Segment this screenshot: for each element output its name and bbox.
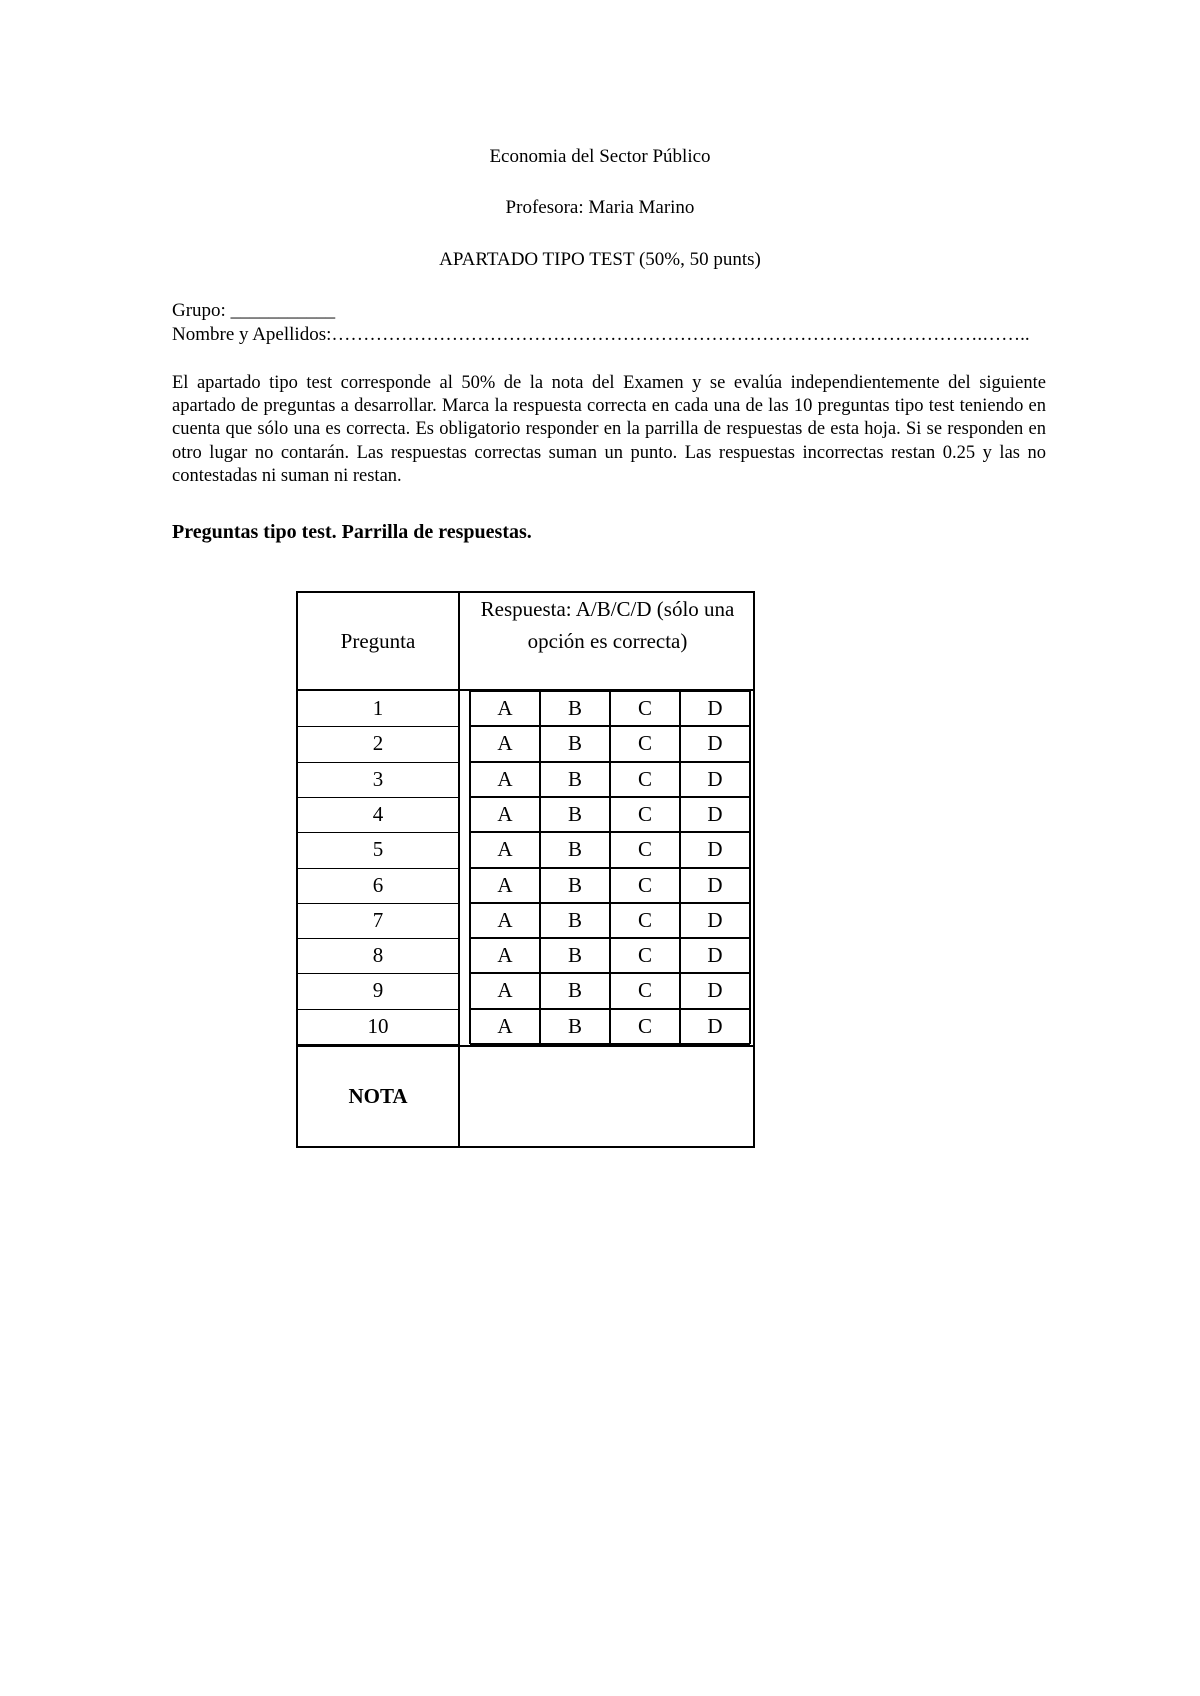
nota-divider xyxy=(298,1045,753,1047)
instructions-paragraph: El apartado tipo test corresponde al 50% de la nota del Examen y se evalúa independientemente del siguiente apartado de preguntas a desarrollar. Marca la respuesta correcta en cada una de las 10 preguntas tipo test teniendo en cuenta que sólo una es correcta. Es obligatorio responder en la parrilla de respuestas de esta hoja. Si se responden en otro lugar no contarán. Las respuestas correctas suman un punto. Las respuestas incorrectas restan 0.25 y las no contestadas ni suman ni restan. xyxy=(172,373,1046,486)
answer-option-a[interactable]: A xyxy=(497,1013,513,1038)
answer-option-b[interactable]: B xyxy=(567,837,582,862)
question-number: 5 xyxy=(372,837,384,862)
answer-option-c[interactable]: C xyxy=(637,943,652,968)
option-column-divider xyxy=(749,691,751,1044)
answer-option-c[interactable]: C xyxy=(637,696,652,720)
answer-option-d[interactable]: D xyxy=(707,907,723,932)
name-field[interactable]: Nombre y Apellidos:………………………………………………………………………………………….…….. xyxy=(172,324,1030,345)
option-column-divider xyxy=(609,691,611,1044)
answer-option-a[interactable]: A xyxy=(497,872,513,897)
column-header-answer: Respuesta: A/B/C/D (sólo una opción es correcta) xyxy=(480,597,735,653)
answer-option-c[interactable]: C xyxy=(637,837,652,862)
answer-option-a[interactable]: A xyxy=(497,766,513,791)
answer-option-b[interactable]: B xyxy=(567,907,582,932)
answer-option-a[interactable]: A xyxy=(497,696,513,720)
section-title: APARTADO TIPO TEST (50%, 50 punts) xyxy=(439,249,761,270)
nota-label: NOTA xyxy=(348,1084,408,1108)
option-column-divider xyxy=(679,691,681,1044)
answer-option-b[interactable]: B xyxy=(567,801,582,826)
answer-option-d[interactable]: D xyxy=(707,766,723,791)
answer-option-a[interactable]: A xyxy=(497,978,513,1003)
grid-heading: Preguntas tipo test. Parrilla de respuestas. xyxy=(172,521,532,543)
answer-option-a[interactable]: A xyxy=(497,837,513,862)
answer-option-d[interactable]: D xyxy=(707,978,723,1003)
option-column-divider xyxy=(539,691,541,1044)
group-field[interactable]: Grupo: ___________ xyxy=(172,300,336,321)
answer-option-c[interactable]: C xyxy=(637,766,652,791)
answer-option-d[interactable]: D xyxy=(707,1013,723,1038)
answer-grid-table xyxy=(296,591,755,1148)
question-number: 2 xyxy=(372,731,384,756)
answer-option-a[interactable]: A xyxy=(497,801,513,826)
answer-option-d[interactable]: D xyxy=(707,696,723,720)
answer-option-c[interactable]: C xyxy=(637,1013,652,1038)
question-number: 4 xyxy=(372,801,384,826)
answer-option-d[interactable]: D xyxy=(707,837,723,862)
nota-value xyxy=(460,1047,755,1146)
answer-option-b[interactable]: B xyxy=(567,978,582,1003)
answer-option-b[interactable]: B xyxy=(567,766,582,791)
option-column-divider xyxy=(469,691,471,1044)
answer-option-a[interactable]: A xyxy=(497,907,513,932)
answer-option-c[interactable]: C xyxy=(637,731,652,756)
answer-option-b[interactable]: B xyxy=(567,731,582,756)
answer-option-b[interactable]: B xyxy=(567,872,582,897)
answer-option-c[interactable]: C xyxy=(637,872,652,897)
question-number: 6 xyxy=(372,872,384,897)
answer-option-b[interactable]: B xyxy=(567,696,582,720)
question-number: 8 xyxy=(372,943,384,968)
answer-option-d[interactable]: D xyxy=(707,801,723,826)
answer-option-c[interactable]: C xyxy=(637,978,652,1003)
column-divider xyxy=(458,593,460,1146)
answer-option-d[interactable]: D xyxy=(707,872,723,897)
answer-option-d[interactable]: D xyxy=(707,731,723,756)
answer-option-a[interactable]: A xyxy=(497,731,513,756)
course-title: Economia del Sector Público xyxy=(489,146,711,167)
answer-option-c[interactable]: C xyxy=(637,801,652,826)
answer-option-c[interactable]: C xyxy=(637,907,652,932)
question-number: 10 xyxy=(367,1013,389,1038)
question-number: 1 xyxy=(372,696,384,720)
professor-name: Profesora: Maria Marino xyxy=(505,197,695,218)
answer-option-b[interactable]: B xyxy=(567,1013,582,1038)
answer-option-a[interactable]: A xyxy=(497,943,513,968)
question-number: 9 xyxy=(372,978,384,1003)
answer-option-d[interactable]: D xyxy=(707,943,723,968)
question-number: 3 xyxy=(372,766,384,791)
answer-option-b[interactable]: B xyxy=(567,943,582,968)
question-number: 7 xyxy=(372,907,384,932)
column-header-question: Pregunta xyxy=(340,628,416,653)
